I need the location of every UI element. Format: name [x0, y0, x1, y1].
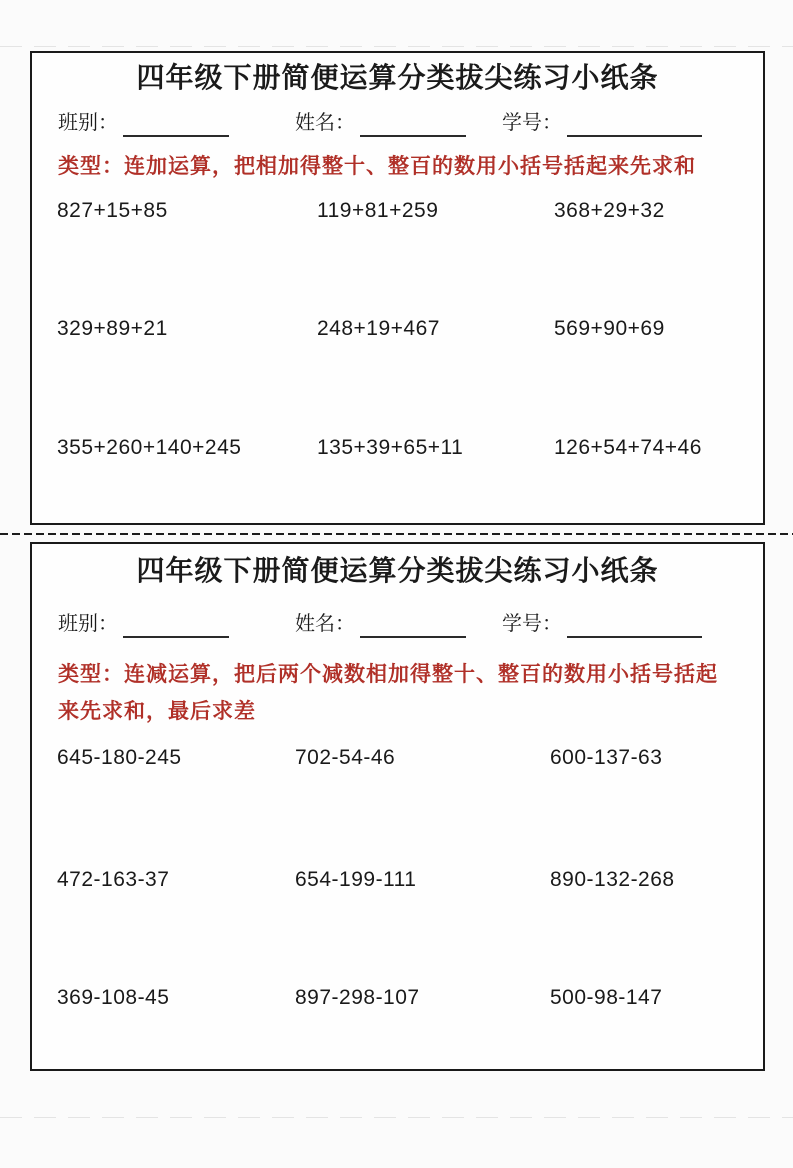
- cut-line-bottom: [0, 1117, 793, 1118]
- problem-expression: 472-163-37: [57, 868, 170, 891]
- problem-expression: 369-108-45: [57, 986, 170, 1009]
- worksheet-title: 四年级下册简便运算分类拔尖练习小纸条: [136, 62, 659, 93]
- problem-expression: 600-137-63: [550, 746, 663, 769]
- problem-expression: 329+89+21: [57, 317, 168, 340]
- problem-expression: 897-298-107: [295, 986, 420, 1009]
- student-number-blank-line: [567, 111, 702, 137]
- problems-grid: [57, 746, 763, 1010]
- problem-expression: 569+90+69: [554, 317, 665, 340]
- worksheet-title: 四年级下册简便运算分类拔尖练习小纸条: [136, 555, 659, 586]
- worksheet-slip-addition: [30, 51, 765, 525]
- problem-expression: 135+39+65+11: [317, 436, 464, 459]
- class-blank-line: [123, 111, 229, 137]
- problem-expression: 645-180-245: [57, 746, 182, 769]
- problem-expression: 119+81+259: [317, 199, 439, 222]
- problem-expression: 368+29+32: [554, 199, 665, 222]
- student-info-row: [32, 109, 763, 137]
- name-field: [295, 610, 466, 638]
- class-blank-line: [123, 612, 229, 638]
- type-note: 类型：连减运算，把后两个减数相加得整十、整百的数用小括号括起来先求和，最后求差: [58, 663, 718, 723]
- problem-expression: 248+19+467: [317, 317, 440, 340]
- problem-expression: 500-98-147: [550, 986, 663, 1009]
- student-number-blank-line: [567, 612, 702, 638]
- class-field: [58, 610, 229, 638]
- student-info-row: [32, 610, 763, 638]
- name-blank-line: [360, 612, 466, 638]
- class-label: 班别：: [58, 613, 118, 635]
- name-blank-line: [360, 111, 466, 137]
- student-number-field: [502, 109, 702, 137]
- student-number-label: 学号：: [502, 112, 562, 134]
- class-field: [58, 109, 229, 137]
- problem-expression: 126+54+74+46: [554, 436, 702, 459]
- worksheet-slip-subtraction: [30, 542, 765, 1071]
- problems-grid: [57, 199, 763, 460]
- problem-expression: 355+260+140+245: [57, 436, 242, 459]
- problem-expression: 654-199-111: [295, 868, 417, 891]
- problem-expression: 890-132-268: [550, 868, 675, 891]
- name-label: 姓名：: [295, 613, 355, 635]
- problem-expression: 702-54-46: [295, 746, 396, 769]
- type-note: 类型：连加运算，把相加得整十、整百的数用小括号括起来先求和: [58, 155, 696, 178]
- cut-line-top: [0, 46, 793, 47]
- student-number-field: [502, 610, 702, 638]
- student-number-label: 学号：: [502, 613, 562, 635]
- problem-expression: 827+15+85: [57, 199, 168, 222]
- dashed-cut-divider: [0, 533, 793, 535]
- name-label: 姓名：: [295, 112, 355, 134]
- name-field: [295, 109, 466, 137]
- class-label: 班别：: [58, 112, 118, 134]
